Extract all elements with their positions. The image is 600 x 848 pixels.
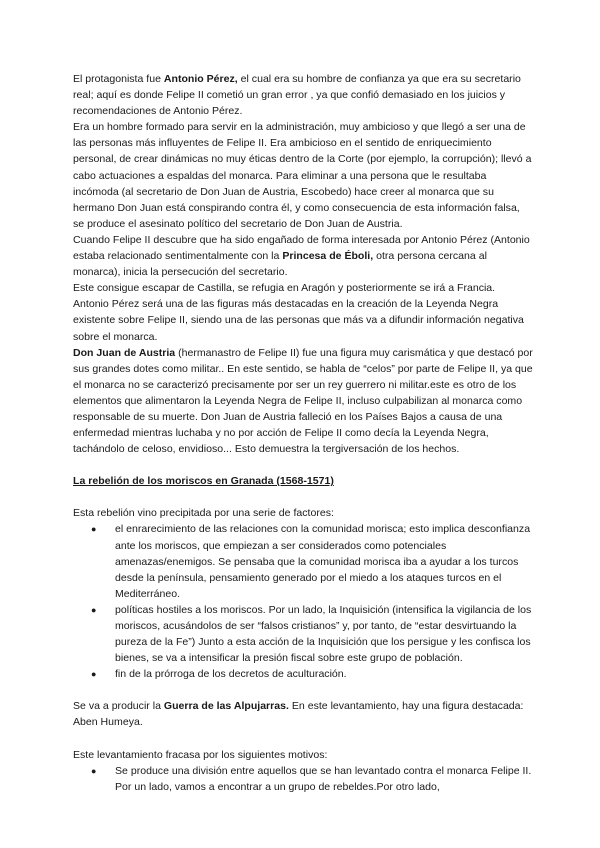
- bold-name-princesa-eboli: Princesa de Éboli,: [282, 250, 374, 263]
- paragraph-engano: [73, 232, 533, 280]
- text-run: El protagonista fue: [73, 73, 164, 85]
- text-run: Cuando Felipe II descubre que ha sido engañado de forma interesada por Antonio Pérez (Antonio estaba relacionado sentimentalmente con la: [73, 233, 530, 263]
- bullet-icon: ●: [91, 604, 97, 615]
- list-item-text: el enrarecimiento de las relaciones con la comunidad morisca; esto implica desconfianza ante los moriscos, que empiezan a ser considerados como potenciales amenazas/enemigos. Se pensaba que la comunidad morisca iba a ayudar a los turcos desde la península, pensamiento generado por el miedo a los ataques turcos en el Mediterráneo.: [115, 523, 531, 600]
- bullet-icon: ●: [91, 765, 97, 776]
- factors-list: [73, 521, 533, 682]
- bold-guerra-alpujarras: Guerra de las Alpujarras.: [163, 700, 289, 713]
- spacer: [73, 489, 533, 505]
- paragraph-don-juan: [73, 345, 533, 458]
- text-run: En este levantamiento, hay una figura destacada: Aben Humeya.: [73, 700, 524, 729]
- list-item: [73, 521, 533, 601]
- list-item: [73, 666, 533, 682]
- list-item: [73, 602, 533, 666]
- list-item: [73, 763, 533, 795]
- text-run: Se va a producir la: [73, 700, 164, 713]
- bold-name-don-juan: Don Juan de Austria: [73, 346, 176, 359]
- section-intro: Esta rebelión vino precipitada por una serie de factores:: [73, 507, 334, 520]
- paragraph-fracaso-intro: Este levantamiento fracasa por los siguientes motivos:: [73, 748, 328, 761]
- text-run: otra persona cercana al monarca), inicia la persecución del secretario.: [73, 250, 487, 279]
- paragraph-ambicion: Era un hombre formado para servir en la administración, muy ambicioso y que llegó a ser una de las personas más influyentes de Felipe II. Era ambicioso en el sentido de enriquecimiento personal, de crear dinámicas no muy éticas dentro de la Corte (por ejemplo, la corrupción); llevó a cabo actuaciones a espaldas del monarca. Para eliminar a una persona que le resultaba incómoda (al secretario de Don Juan de Austria, Escobedo) hace creer al monarca que su hermano Don Juan está conspirando contra él, y como consecuencia de esta información falsa, se produce el asesinato político del secretario de Don Juan de Austria.: [73, 121, 532, 230]
- motivos-list: [73, 763, 533, 795]
- bullet-icon: ●: [91, 524, 97, 535]
- paragraph-escape: Este consigue escapar de Castilla, se refugia en Aragón y posteriormente se irá a Francia. Antonio Pérez será una de las figuras más destacadas en la creación de la Leyenda Negra existente sobre Felipe II, siendo una de las personas que más va a difundir información negativa sobre el monarca.: [73, 282, 524, 343]
- list-item-text: fin de la prórroga de los decretos de aculturación.: [115, 668, 347, 681]
- paragraph-antonio-perez: [73, 71, 533, 119]
- section-heading: La rebelión de los moriscos en Granada (1568-1571): [73, 475, 334, 488]
- spacer: [73, 457, 533, 473]
- spacer: [73, 682, 533, 698]
- spacer: [73, 731, 533, 747]
- list-item-text: Se produce una división entre aquellos que se han levantado contra el monarca Felipe II. Por un lado, vamos a encontrar a un grupo de rebeldes.Por otro lado,: [115, 764, 532, 793]
- document-body: [73, 71, 533, 795]
- bold-name-antonio-perez: Antonio Pérez,: [163, 73, 238, 85]
- paragraph-guerra-alpujarras: [73, 698, 533, 730]
- bullet-icon: ●: [91, 669, 97, 680]
- text-run: (hermanastro de Felipe II) fue una figura muy carismática y que destacó por sus grandes dotes como militar.. En este sentido, se habla de “celos” por parte de Felipe II, ya que el monarca no se caracterizó precisamente por ser un rey guerrero ni militar.este es otro de los elementos que alimentaron la Leyenda Negra de Felipe II, incluso culpabilizan al monarca como responsable de su muerte. Don Juan de Austria falleció en los Países Bajos a causa de una enfermedad mientras luchaba y no por acción de Felipe II como decía la Leyenda Negra, tachándolo de celoso, envidioso... Esto demuestra la tergiversación de los hechos.: [73, 346, 533, 456]
- text-run: el cual era su hombre de confianza ya que era su secretario real; aquí es donde Felipe II cometió un gran error , ya que confió demasiado en los juicios y recomendaciones de Antonio Pérez.: [73, 73, 521, 118]
- list-item-text: políticas hostiles a los moriscos. Por un lado, la Inquisición (intensifica la vigilancia de los moriscos, acusándolos de ser “falsos cristianos” y, por tanto, de “estar desvirtuando la pureza de la Fe”) Junto a esta acción de la Inquisición que los persigue y les confisca los bienes, se va a intensificar la presión fiscal sobre este grupo de población.: [115, 603, 532, 665]
